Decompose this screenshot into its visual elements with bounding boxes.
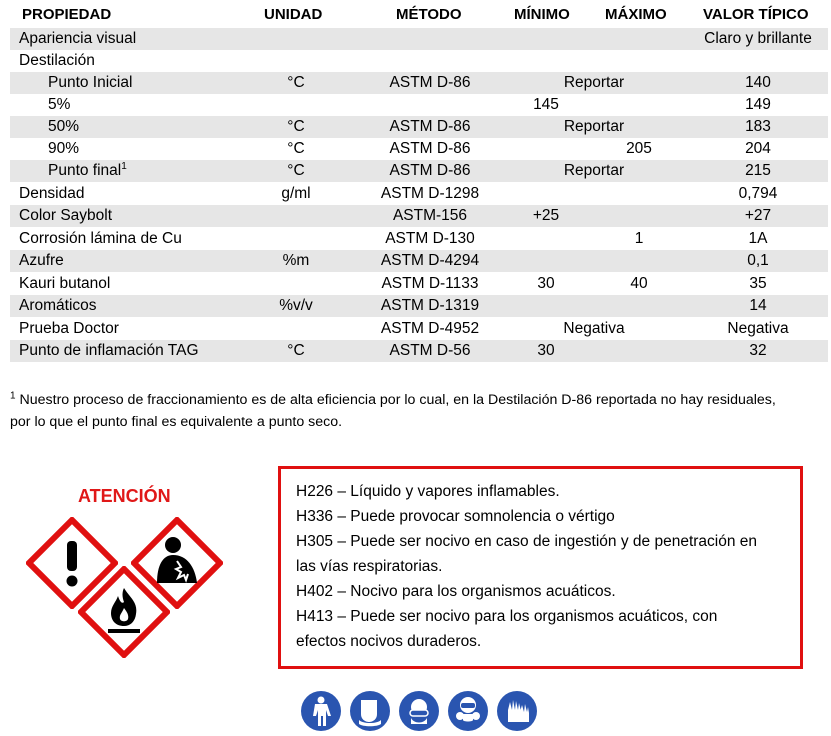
unit-value: %v/v [279, 297, 313, 314]
table-row [10, 50, 828, 72]
footnote [10, 389, 825, 433]
unit-value: %m [282, 252, 310, 269]
respirator-icon [447, 690, 489, 732]
method-value: ASTM D-1298 [380, 185, 480, 202]
method-value: ASTM D-86 [389, 118, 471, 135]
property-name: Aromáticos [19, 297, 97, 314]
typical-value: Negativa [727, 320, 789, 337]
typical-value: 32 [749, 342, 767, 359]
property-name: 90% [48, 140, 80, 157]
property-name: Apariencia visual [19, 30, 137, 47]
table-row [10, 160, 828, 182]
unit-value: °C [287, 140, 305, 157]
property-name: Kauri butanol [19, 275, 111, 292]
method-value: ASTM D-4294 [380, 252, 480, 269]
table-row [10, 340, 828, 362]
face-shield-icon [349, 690, 391, 732]
typical-value: 149 [745, 96, 771, 113]
unit-value: g/ml [281, 185, 311, 202]
table-row [10, 228, 828, 250]
table-row [10, 183, 828, 205]
footnote-reference: 1 [121, 160, 127, 172]
gloves-icon [496, 690, 538, 732]
property-name: Punto de inflamación TAG [19, 342, 199, 359]
min-max-value: Reportar [563, 118, 625, 135]
typical-value: 215 [745, 162, 771, 179]
max-value: 1 [634, 230, 644, 247]
typical-value: 183 [745, 118, 771, 135]
typical-value: 0,1 [747, 252, 769, 269]
min-value: +25 [532, 207, 560, 224]
header-unidad: UNIDAD [264, 6, 323, 23]
max-value: 205 [626, 140, 652, 157]
hazard-statement: efectos nocivos duraderos. [296, 633, 482, 650]
table-row [10, 205, 828, 227]
footnote-line-2: por lo que el punto final es equivalente a punto seco. [10, 414, 343, 430]
property-name: Color Saybolt [19, 207, 113, 224]
unit-value: °C [287, 342, 305, 359]
hazard-statement: H226 – Líquido y vapores inflamables. [296, 483, 560, 500]
property-name: Destilación [19, 52, 95, 69]
method-value: ASTM D-86 [389, 140, 471, 157]
typical-value: 204 [745, 140, 771, 157]
min-value: 30 [537, 342, 555, 359]
hazard-statement: las vías respiratorias. [296, 558, 443, 575]
typical-value: 140 [745, 74, 771, 91]
header-minimo: MÍNIMO [514, 6, 570, 23]
property-name: Prueba Doctor [19, 320, 119, 337]
table-row [10, 295, 828, 317]
hazard-statements-box [278, 466, 803, 669]
property-name: 50% [48, 118, 80, 135]
hazard-statement: H413 – Puede ser nocivo para los organismos acuáticos, con [296, 608, 718, 625]
typical-value: Claro y brillante [704, 30, 812, 47]
unit-value: °C [287, 74, 305, 91]
header-valor-tipico: VALOR TÍPICO [703, 6, 809, 23]
method-value: ASTM D-1133 [381, 275, 479, 292]
hazard-statement: H336 – Puede provocar somnolencia o vértigo [296, 508, 615, 525]
min-max-value: Negativa [563, 320, 625, 337]
method-value: ASTM D-86 [389, 74, 471, 91]
property-name: 5% [48, 96, 71, 113]
footnote-line-1: $^1$ Nuestro proceso de fraccionamiento es de alta eficiencia por lo cual, en la Destilación D-86 reportada no hay residuales, [10, 390, 776, 408]
table-row [10, 28, 828, 50]
protective-suit-icon [300, 690, 342, 732]
header-propiedad: PROPIEDAD [22, 6, 112, 23]
method-value: ASTM D-56 [389, 342, 471, 359]
table-row [10, 138, 828, 160]
unit-value: °C [287, 118, 305, 135]
goggles-icon [398, 690, 440, 732]
table-row [10, 72, 828, 94]
min-value: 30 [537, 275, 555, 292]
method-value: ASTM D-4952 [380, 320, 480, 337]
header-maximo: MÁXIMO [605, 6, 667, 23]
header-metodo: MÉTODO [396, 6, 462, 23]
method-value: ASTM D-1319 [380, 297, 480, 314]
table-row [10, 250, 828, 272]
hazard-statement: H305 – Puede ser nocivo en caso de ingestión y de penetración en [296, 533, 758, 550]
table-row [10, 318, 828, 340]
typical-value: 0,794 [738, 185, 778, 202]
table-row [10, 94, 828, 116]
min-value: 145 [533, 96, 559, 113]
method-value: ASTM-156 [392, 207, 468, 224]
table-row [10, 116, 828, 138]
max-value: 40 [630, 275, 648, 292]
table-row [10, 273, 828, 295]
typical-value: 1A [748, 230, 768, 247]
property-name: Densidad [19, 185, 85, 202]
hazard-statement: H402 – Nocivo para los organismos acuáticos. [296, 583, 616, 600]
typical-value: +27 [744, 207, 772, 224]
property-name: Corrosión lámina de Cu [19, 230, 182, 247]
method-value: ASTM D-86 [389, 162, 471, 179]
min-max-value: Reportar [563, 162, 625, 179]
property-name: Punto Inicial [48, 74, 133, 91]
typical-value: 35 [749, 275, 767, 292]
method-value: ASTM D-130 [385, 230, 475, 247]
property-name: Azufre [19, 252, 64, 269]
property-name: Punto final$^1$ [48, 160, 127, 179]
flame-icon [78, 566, 170, 658]
unit-value: °C [287, 162, 305, 179]
typical-value: 14 [749, 297, 767, 314]
warning-title: ATENCIÓN [78, 486, 171, 506]
min-max-value: Reportar [563, 74, 625, 91]
footnote-mark: 1 [10, 390, 16, 402]
